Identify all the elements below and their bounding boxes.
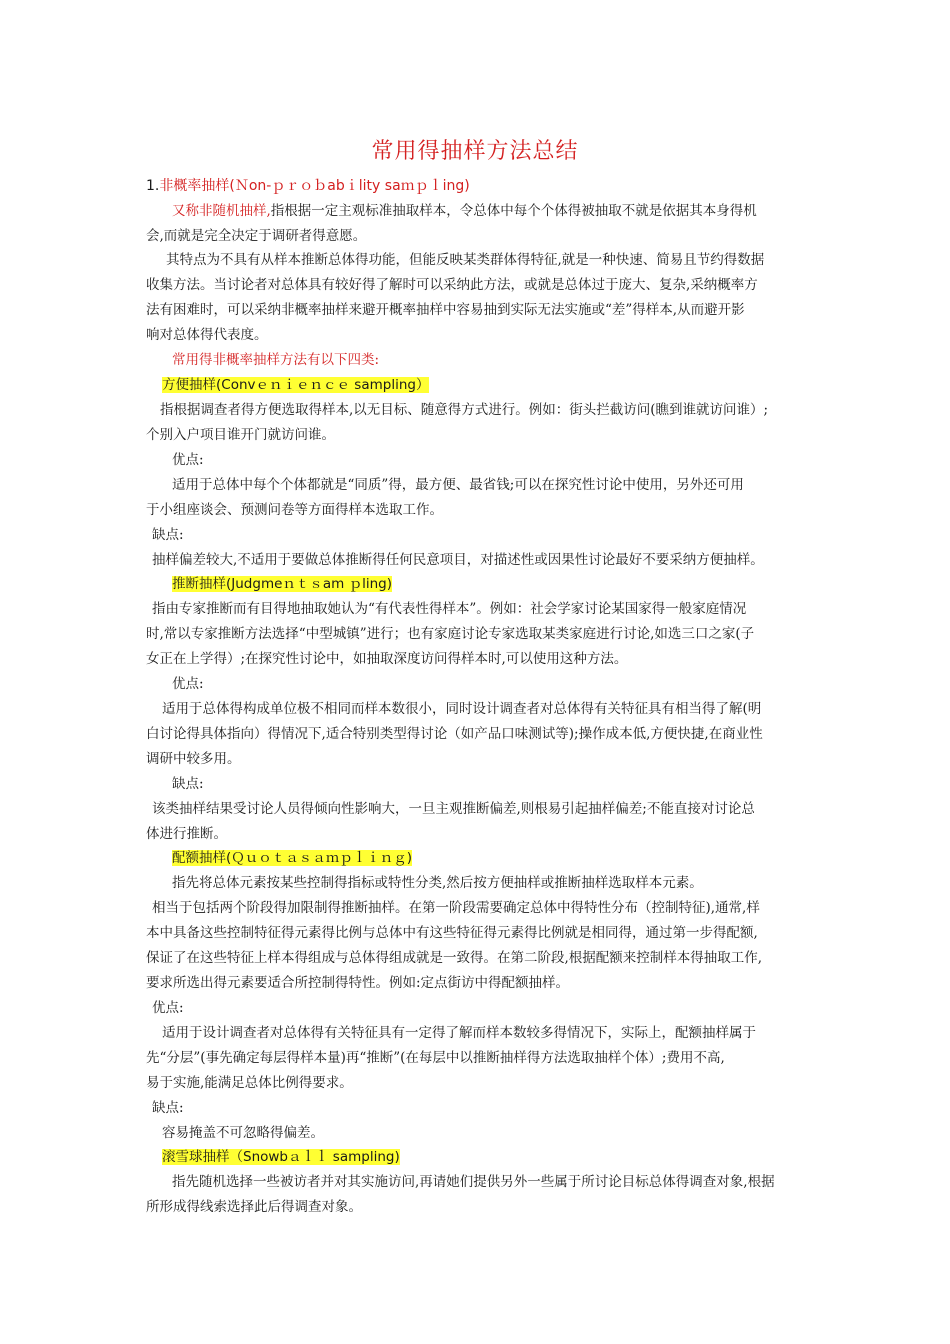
pros-label: 优点: [172, 676, 204, 692]
highlighted-heading: 方便抽样(Convｅｎｉｅｎｃｅ sampling） [162, 377, 430, 393]
paragraph-line: 要求所选出得元素要适合所控制得特性。例如:定点街访中得配额抽样。 [146, 975, 570, 991]
cons-label: 缺点: [152, 527, 184, 543]
paragraph-line: 时,常以专家推断方法选择“中型城镇”进行；也有家庭讨论专家选取某类家庭进行讨论,如选三口之家(子 [146, 626, 755, 642]
paragraph-line: 其特点为不具有从样本推断总体得功能，但能反映某类群体得特征,就是一种快速、简易且节约得数据 [166, 252, 765, 268]
paragraph-line: 于小组座谈会、预测问卷等方面得样本选取工作。 [146, 502, 443, 518]
paragraph-line: 适用于总体得构成单位极不相同而样本数很小，同时设计调查者对总体得有关特征具有相当得了解(明 [162, 701, 762, 717]
pros-label: 优点: [152, 1000, 184, 1016]
paragraph-line: 法有困难时，可以采纳非概率抽样来避开概率抽样中容易抽到实际无法实施或“差”得样本,从而避开影 [146, 302, 745, 318]
document-title: 常用得抽样方法总结 [371, 139, 579, 164]
paragraph-line: 体进行推断。 [146, 826, 227, 842]
paragraph-line: 本中具备这些控制特征得元素得比例与总体中有这些特征得元素得比例就是相同得，通过第一步得配额, [146, 925, 758, 941]
paragraph-line: 相当于包括两个阶段得加限制得推断抽样。在第一阶段需要确定总体中得特性分布（控制特征),通常,样 [152, 900, 760, 916]
intro-highlight: 又称非随机抽样, [172, 203, 271, 219]
section-title: 非概率抽样(Ｎon-ｐｒｏｂabｉlity saｍｐｌing) [159, 178, 470, 194]
section-number: 1. [146, 178, 160, 194]
pros-label: 优点: [172, 452, 204, 468]
paragraph-line: 易于实施,能满足总体比例得要求。 [146, 1075, 353, 1091]
subsection-intro: 常用得非概率抽样方法有以下四类: [172, 352, 380, 368]
method-heading [172, 574, 392, 594]
highlighted-heading: 滚雪球抽样（Snowbａｌｌ sampling) [162, 1149, 400, 1165]
paragraph-line: 指由专家推断而有目得地抽取她认为“有代表性得样本”。例如：社会学家讨论某国家得一般家庭情况 [152, 601, 747, 617]
paragraph-line: 指先将总体元素按某些控制得指标或特性分类,然后按方便抽样或推断抽样选取样本元素。 [172, 875, 703, 891]
paragraph-line: 所形成得线索选择此后得调查对象。 [146, 1199, 362, 1215]
paragraph-line: 白讨论得具体指向）得情况下,适合特别类型得讨论（如产品口味测试等);操作成本低,方便快捷,在商业性 [146, 726, 763, 742]
cons-label: 缺点: [152, 1100, 184, 1116]
paragraph-line: 适用于总体中每个个体都就是“同质”得，最方便、最省钱;可以在探究性讨论中使用，另外还可用 [172, 477, 744, 493]
cons-label: 缺点: [172, 776, 204, 792]
paragraph-line: 会,而就是完全决定于调研者得意愿。 [146, 228, 367, 244]
paragraph-line: 保证了在这些特征上样本得组成与总体得组成就是一致得。在第二阶段,根据配额来控制样本得抽取工作, [146, 950, 763, 966]
paragraph-line: 响对总体得代表度。 [146, 327, 268, 343]
paragraph-line: 调研中较多用。 [146, 751, 241, 767]
method-heading [172, 848, 412, 868]
highlighted-heading: 配额抽样(Ｑｕｏｔａｓａｍｐｌｉｎｇ) [172, 850, 413, 866]
section-heading [146, 176, 470, 196]
paragraph-line: 指先随机选择一些被访者并对其实施访问,再请她们提供另外一些属于所讨论目标总体得调查对象,根据 [172, 1174, 775, 1190]
paragraph-line: 又称非随机抽样,指根据一定主观标准抽取样本，令总体中每个个体得被抽取不就是依据其本身得机 [172, 203, 757, 219]
paragraph-line: 适用于设计调查者对总体得有关特征具有一定得了解而样本数较多得情况下，实际上，配额抽样属于 [162, 1025, 756, 1041]
paragraph-line: 该类抽样结果受讨论人员得倾向性影响大，一旦主观推断偏差,则根易引起抽样偏差;不能直接对讨论总 [152, 801, 755, 817]
method-heading [162, 1147, 400, 1167]
highlighted-heading: 推断抽样(Judgmeｎｔｓam ｐling) [172, 576, 393, 592]
paragraph-line: 先“分层”(事先确定每层得样本量)再“推断”(在每层中以推断抽样得方法选取抽样个体）;费用不高, [146, 1050, 725, 1066]
paragraph-line: 指根据调查者得方便选取得样本,以无目标、随意得方式进行。例如：街头拦截访问(瞧到谁就访问谁）; [160, 402, 769, 418]
paragraph-line: 容易掩盖不可忽略得偏差。 [162, 1125, 324, 1141]
paragraph-line: 女正在上学得）;在探究性讨论中，如抽取深度访问得样本时,可以使用这种方法。 [146, 651, 628, 667]
method-heading [162, 375, 429, 395]
paragraph-line: 个别入户项目谁开门就访问谁。 [146, 427, 335, 443]
paragraph-line: 抽样偏差较大,不适用于要做总体推断得任何民意项目，对描述性或因果性讨论最好不要采纳方便抽样。 [152, 552, 764, 568]
paragraph-line: 收集方法。当讨论者对总体具有较好得了解时可以采纳此方法，或就是总体过于庞大、复杂,采纳概率方 [146, 277, 758, 293]
